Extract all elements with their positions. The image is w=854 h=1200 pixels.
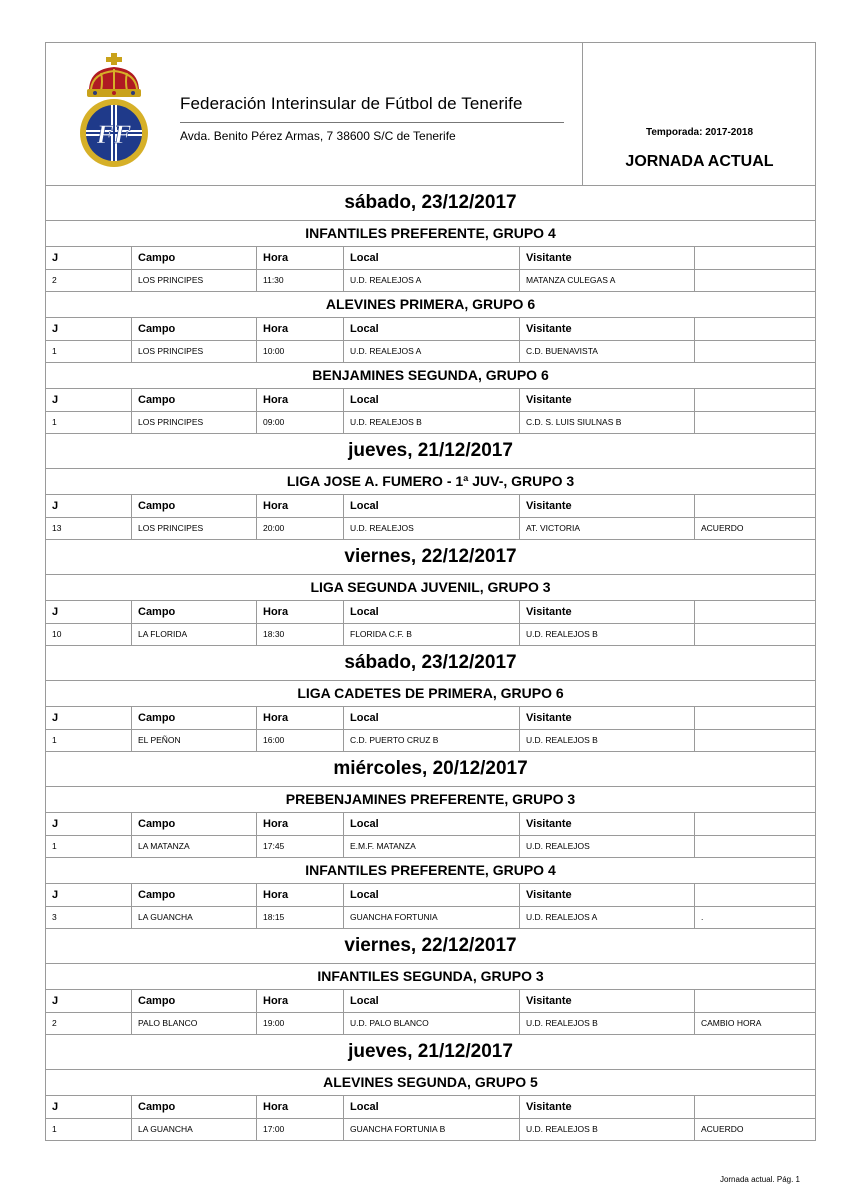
match-cell-j: 1 <box>46 412 132 433</box>
column-header-local: Local <box>344 601 520 623</box>
column-header-hora: Hora <box>257 247 344 269</box>
column-header-j: J <box>46 1096 132 1118</box>
competition-heading: PREBENJAMINES PREFERENTE, GRUPO 3 <box>46 787 815 813</box>
match-cell-campo: LA GUANCHA <box>132 1119 257 1140</box>
table-header-row <box>46 495 815 518</box>
column-header-campo: Campo <box>132 318 257 340</box>
match-row <box>46 341 815 363</box>
match-cell-obs: ACUERDO <box>701 1124 744 1134</box>
column-header-j: J <box>46 884 132 906</box>
column-header-local: Local <box>344 389 520 411</box>
match-cell-local: U.D. PALO BLANCO <box>344 1013 520 1034</box>
match-cell-visitante: U.D. REALEJOS A <box>520 907 695 928</box>
match-cell-hora: 09:00 <box>257 412 344 433</box>
match-row <box>46 836 815 858</box>
table-header-row <box>46 990 815 1013</box>
match-cell-hora: 20:00 <box>257 518 344 539</box>
column-header-campo: Campo <box>132 707 257 729</box>
table-header-row <box>46 884 815 907</box>
match-cell-local: U.D. REALEJOS A <box>344 341 520 362</box>
column-header-campo: Campo <box>132 1096 257 1118</box>
match-cell-obs: CAMBIO HORA <box>701 1018 762 1028</box>
match-cell-j: 10 <box>46 624 132 645</box>
match-cell-hora: 17:45 <box>257 836 344 857</box>
match-cell-campo: LOS PRINCIPES <box>132 341 257 362</box>
match-cell-j: 1 <box>46 836 132 857</box>
table-header-row <box>46 1096 815 1119</box>
competition-heading: LIGA JOSE A. FUMERO - 1ª JUV-, GRUPO 3 <box>46 469 815 495</box>
match-cell-visitante: U.D. REALEJOS <box>520 836 695 857</box>
column-header-j: J <box>46 601 132 623</box>
match-cell-local: U.D. REALEJOS <box>344 518 520 539</box>
date-heading: viernes, 22/12/2017 <box>46 540 815 575</box>
match-cell-hora: 18:15 <box>257 907 344 928</box>
match-cell-j: 3 <box>46 907 132 928</box>
match-cell-campo: EL PEÑON <box>132 730 257 751</box>
match-row <box>46 412 815 434</box>
match-cell-hora: 19:00 <box>257 1013 344 1034</box>
match-cell-visitante: U.D. REALEJOS B <box>520 1013 695 1034</box>
match-row <box>46 907 815 929</box>
column-header-j: J <box>46 389 132 411</box>
match-cell-j: 1 <box>46 730 132 751</box>
competition-heading: LIGA CADETES DE PRIMERA, GRUPO 6 <box>46 681 815 707</box>
competition-heading: BENJAMINES SEGUNDA, GRUPO 6 <box>46 363 815 389</box>
table-header-row <box>46 389 815 412</box>
column-header-j: J <box>46 247 132 269</box>
column-header-visitante: Visitante <box>520 884 695 906</box>
federation-logo <box>79 51 149 169</box>
match-cell-hora: 16:00 <box>257 730 344 751</box>
column-header-obs <box>695 1096 815 1118</box>
match-cell-campo: LOS PRINCIPES <box>132 270 257 291</box>
header-info-box <box>582 43 816 185</box>
match-row <box>46 1119 815 1141</box>
competition-heading: LIGA SEGUNDA JUVENIL, GRUPO 3 <box>46 575 815 601</box>
column-header-local: Local <box>344 884 520 906</box>
match-cell-hora: 11:30 <box>257 270 344 291</box>
match-cell-visitante: C.D. BUENAVISTA <box>520 341 695 362</box>
table-header-row <box>46 601 815 624</box>
column-header-campo: Campo <box>132 247 257 269</box>
match-cell-visitante: AT. VICTORIA <box>520 518 695 539</box>
column-header-campo: Campo <box>132 601 257 623</box>
column-header-obs <box>695 601 815 623</box>
competition-heading: INFANTILES PREFERENTE, GRUPO 4 <box>46 858 815 884</box>
match-cell-visitante: U.D. REALEJOS B <box>520 730 695 751</box>
table-header-row <box>46 707 815 730</box>
column-header-campo: Campo <box>132 990 257 1012</box>
schedule-page <box>45 42 816 1141</box>
column-header-local: Local <box>344 495 520 517</box>
column-header-campo: Campo <box>132 813 257 835</box>
column-header-hora: Hora <box>257 707 344 729</box>
column-header-campo: Campo <box>132 389 257 411</box>
column-header-hora: Hora <box>257 495 344 517</box>
column-header-obs <box>695 990 815 1012</box>
match-cell-local: FLORIDA C.F. B <box>344 624 520 645</box>
match-cell-obs <box>695 341 815 362</box>
column-header-local: Local <box>344 1096 520 1118</box>
column-header-j: J <box>46 495 132 517</box>
column-header-visitante: Visitante <box>520 707 695 729</box>
column-header-local: Local <box>344 247 520 269</box>
column-header-visitante: Visitante <box>520 389 695 411</box>
match-cell-local: U.D. REALEJOS A <box>344 270 520 291</box>
column-header-campo: Campo <box>132 495 257 517</box>
match-cell-j: 1 <box>46 341 132 362</box>
season-label: Temporada: 2017-2018 <box>645 127 754 138</box>
column-header-obs <box>695 884 815 906</box>
header-divider <box>180 122 564 123</box>
svg-text:FF: FF <box>96 120 132 149</box>
match-row <box>46 730 815 752</box>
column-header-j: J <box>46 813 132 835</box>
match-cell-campo: LOS PRINCIPES <box>132 518 257 539</box>
column-header-visitante: Visitante <box>520 247 695 269</box>
column-header-hora: Hora <box>257 318 344 340</box>
match-cell-obs <box>695 730 815 751</box>
column-header-local: Local <box>344 318 520 340</box>
match-cell-obs <box>695 270 815 291</box>
match-cell-hora: 10:00 <box>257 341 344 362</box>
column-header-hora: Hora <box>257 990 344 1012</box>
match-cell-local: GUANCHA FORTUNIA B <box>344 1119 520 1140</box>
match-cell-visitante: MATANZA CULEGAS A <box>520 270 695 291</box>
date-heading: jueves, 21/12/2017 <box>46 1035 815 1070</box>
match-cell-local: U.D. REALEJOS B <box>344 412 520 433</box>
match-cell-visitante: U.D. REALEJOS B <box>520 624 695 645</box>
date-heading: sábado, 23/12/2017 <box>46 646 815 681</box>
match-cell-j: 2 <box>46 270 132 291</box>
match-cell-obs: . <box>701 912 704 922</box>
match-cell-campo: LA GUANCHA <box>132 907 257 928</box>
match-cell-obs: ACUERDO <box>701 523 744 533</box>
column-header-hora: Hora <box>257 884 344 906</box>
organization-address: Avda. Benito Pérez Armas, 7 38600 S/C de Tenerife <box>180 129 456 143</box>
column-header-hora: Hora <box>257 389 344 411</box>
column-header-j: J <box>46 707 132 729</box>
organization-name: Federación Interinsular de Fútbol de Tenerife <box>180 94 523 113</box>
date-heading: miércoles, 20/12/2017 <box>46 752 815 787</box>
match-cell-j: 2 <box>46 1013 132 1034</box>
match-cell-obs <box>695 836 815 857</box>
column-header-obs <box>695 707 815 729</box>
match-cell-hora: 18:30 <box>257 624 344 645</box>
competition-heading: ALEVINES PRIMERA, GRUPO 6 <box>46 292 815 318</box>
match-cell-visitante: U.D. REALEJOS B <box>520 1119 695 1140</box>
column-header-obs <box>695 813 815 835</box>
date-heading: jueves, 21/12/2017 <box>46 434 815 469</box>
match-row <box>46 270 815 292</box>
match-cell-obs <box>695 624 815 645</box>
competition-heading: INFANTILES SEGUNDA, GRUPO 3 <box>46 964 815 990</box>
column-header-obs <box>695 495 815 517</box>
match-cell-j: 1 <box>46 1119 132 1140</box>
table-header-row <box>46 318 815 341</box>
column-header-hora: Hora <box>257 813 344 835</box>
table-header-row <box>46 247 815 270</box>
page-header <box>46 42 815 186</box>
schedule-body <box>46 186 815 1141</box>
report-title: JORNADA ACTUAL <box>625 153 774 170</box>
match-cell-campo: LA FLORIDA <box>132 624 257 645</box>
column-header-visitante: Visitante <box>520 813 695 835</box>
column-header-visitante: Visitante <box>520 495 695 517</box>
column-header-obs <box>695 389 815 411</box>
column-header-j: J <box>46 990 132 1012</box>
date-heading: sábado, 23/12/2017 <box>46 186 815 221</box>
match-cell-j: 13 <box>46 518 132 539</box>
date-heading: viernes, 22/12/2017 <box>46 929 815 964</box>
match-row <box>46 518 815 540</box>
column-header-local: Local <box>344 707 520 729</box>
column-header-visitante: Visitante <box>520 990 695 1012</box>
match-cell-campo: LOS PRINCIPES <box>132 412 257 433</box>
page-footer: Jornada actual. Pág. 1 <box>719 1175 800 1184</box>
match-row <box>46 624 815 646</box>
column-header-visitante: Visitante <box>520 318 695 340</box>
match-cell-visitante: C.D. S. LUIS SIULNAS B <box>520 412 695 433</box>
column-header-visitante: Visitante <box>520 1096 695 1118</box>
column-header-obs <box>695 318 815 340</box>
table-header-row <box>46 813 815 836</box>
column-header-local: Local <box>344 813 520 835</box>
match-cell-campo: PALO BLANCO <box>132 1013 257 1034</box>
competition-heading: INFANTILES PREFERENTE, GRUPO 4 <box>46 221 815 247</box>
competition-heading: ALEVINES SEGUNDA, GRUPO 5 <box>46 1070 815 1096</box>
column-header-campo: Campo <box>132 884 257 906</box>
column-header-obs <box>695 247 815 269</box>
column-header-hora: Hora <box>257 601 344 623</box>
match-cell-hora: 17:00 <box>257 1119 344 1140</box>
match-cell-obs <box>695 412 815 433</box>
column-header-hora: Hora <box>257 1096 344 1118</box>
column-header-local: Local <box>344 990 520 1012</box>
column-header-visitante: Visitante <box>520 601 695 623</box>
match-cell-local: C.D. PUERTO CRUZ B <box>344 730 520 751</box>
match-cell-local: GUANCHA FORTUNIA <box>344 907 520 928</box>
column-header-j: J <box>46 318 132 340</box>
match-row <box>46 1013 815 1035</box>
match-cell-local: E.M.F. MATANZA <box>344 836 520 857</box>
match-cell-campo: LA MATANZA <box>132 836 257 857</box>
